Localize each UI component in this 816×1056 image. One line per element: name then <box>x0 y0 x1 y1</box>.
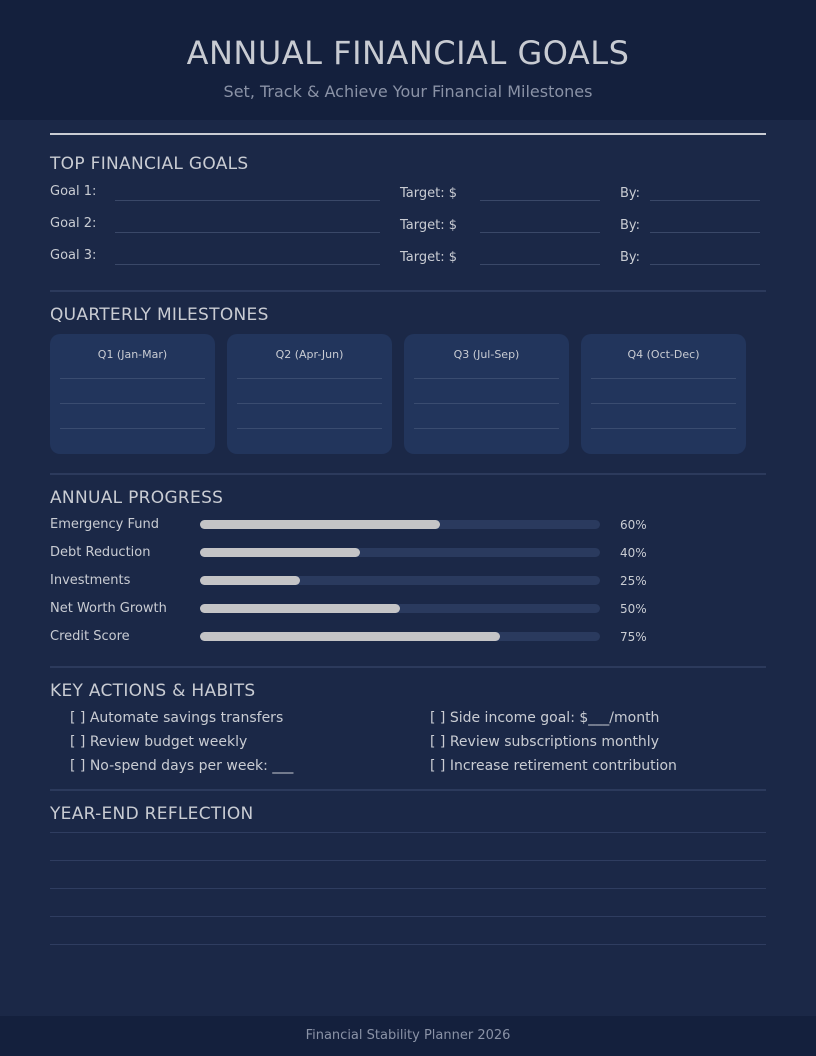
quarter-title: Q1 (Jan-Mar) <box>97 348 168 361</box>
goal-label: Goal 2: <box>50 216 97 231</box>
progress-bar-track <box>200 548 600 557</box>
goals-section-title: TOP FINANCIAL GOALS <box>50 154 249 174</box>
progress-percent: 60% <box>620 518 647 532</box>
milestone-line[interactable] <box>414 428 559 429</box>
progress-percent: 50% <box>620 602 647 616</box>
quarter-title: Q4 (Oct-Dec) <box>627 348 700 361</box>
milestone-line[interactable] <box>591 428 736 429</box>
progress-bar-track <box>200 520 600 529</box>
goal-label: Goal 1: <box>50 184 97 199</box>
milestone-line[interactable] <box>591 378 736 379</box>
milestone-line[interactable] <box>237 403 382 404</box>
by-label: By: <box>620 250 641 265</box>
by-input-line[interactable] <box>650 232 760 233</box>
progress-bar-fill <box>200 632 500 641</box>
by-label: By: <box>620 186 641 201</box>
page-footer <box>0 1016 816 1056</box>
footer-text: Financial Stability Planner 2026 <box>305 1028 511 1043</box>
progress-bar-fill <box>200 548 360 557</box>
milestone-line[interactable] <box>237 428 382 429</box>
action-checkbox-item[interactable]: [ ] Review budget weekly <box>70 734 248 750</box>
reflection-line[interactable] <box>50 916 766 917</box>
quarter-title: Q3 (Jul-Sep) <box>453 348 520 361</box>
action-checkbox-item[interactable]: [ ] Increase retirement contribution <box>430 758 677 774</box>
progress-label: Emergency Fund <box>50 517 159 532</box>
reflection-section-title: YEAR-END REFLECTION <box>50 804 254 824</box>
goal-label: Goal 3: <box>50 248 97 263</box>
by-input-line[interactable] <box>650 264 760 265</box>
reflection-line[interactable] <box>50 860 766 861</box>
section-divider <box>50 473 766 475</box>
section-divider <box>50 789 766 791</box>
progress-bar-track <box>200 632 600 641</box>
progress-percent: 25% <box>620 574 647 588</box>
target-label: Target: $ <box>400 186 458 201</box>
goal-input-line[interactable] <box>115 264 380 265</box>
by-label: By: <box>620 218 641 233</box>
milestone-line[interactable] <box>60 403 205 404</box>
section-divider <box>50 290 766 292</box>
target-label: Target: $ <box>400 218 458 233</box>
target-input-line[interactable] <box>480 200 600 201</box>
goal-input-line[interactable] <box>115 200 380 201</box>
milestone-line[interactable] <box>591 403 736 404</box>
reflection-line[interactable] <box>50 944 766 945</box>
page-header <box>0 0 816 120</box>
progress-bar-track <box>200 604 600 613</box>
milestone-line[interactable] <box>237 378 382 379</box>
quarter-card-q1 <box>50 334 215 454</box>
progress-percent: 40% <box>620 546 647 560</box>
goal-input-line[interactable] <box>115 232 380 233</box>
action-checkbox-item[interactable]: [ ] Side income goal: $___/month <box>430 710 660 726</box>
progress-bar-fill <box>200 520 440 529</box>
milestone-line[interactable] <box>414 378 559 379</box>
section-divider <box>50 666 766 668</box>
target-input-line[interactable] <box>480 232 600 233</box>
by-input-line[interactable] <box>650 200 760 201</box>
progress-percent: 75% <box>620 630 647 644</box>
page-subtitle: Set, Track & Achieve Your Financial Milestones <box>223 82 593 101</box>
action-checkbox-item[interactable]: [ ] Automate savings transfers <box>70 710 284 726</box>
target-label: Target: $ <box>400 250 458 265</box>
target-input-line[interactable] <box>480 264 600 265</box>
action-checkbox-item[interactable]: [ ] No-spend days per week: ___ <box>70 758 294 774</box>
actions-section-title: KEY ACTIONS & HABITS <box>50 681 256 701</box>
quarter-card-q3 <box>404 334 569 454</box>
quarter-title: Q2 (Apr-Jun) <box>275 348 344 361</box>
milestones-section-title: QUARTERLY MILESTONES <box>50 305 269 325</box>
reflection-line[interactable] <box>50 832 766 833</box>
reflection-line[interactable] <box>50 888 766 889</box>
milestone-line[interactable] <box>60 378 205 379</box>
progress-label: Net Worth Growth <box>50 601 167 616</box>
progress-label: Debt Reduction <box>50 545 151 560</box>
progress-label: Investments <box>50 573 131 588</box>
milestone-line[interactable] <box>414 403 559 404</box>
page-title: ANNUAL FINANCIAL GOALS <box>186 34 630 72</box>
progress-label: Credit Score <box>50 629 130 644</box>
milestone-line[interactable] <box>60 428 205 429</box>
quarter-card-q2 <box>227 334 392 454</box>
progress-bar-fill <box>200 604 400 613</box>
progress-section-title: ANNUAL PROGRESS <box>50 488 224 508</box>
progress-bar-track <box>200 576 600 585</box>
progress-bar-fill <box>200 576 300 585</box>
action-checkbox-item[interactable]: [ ] Review subscriptions monthly <box>430 734 659 750</box>
quarter-card-q4 <box>581 334 746 454</box>
header-rule <box>50 133 766 135</box>
